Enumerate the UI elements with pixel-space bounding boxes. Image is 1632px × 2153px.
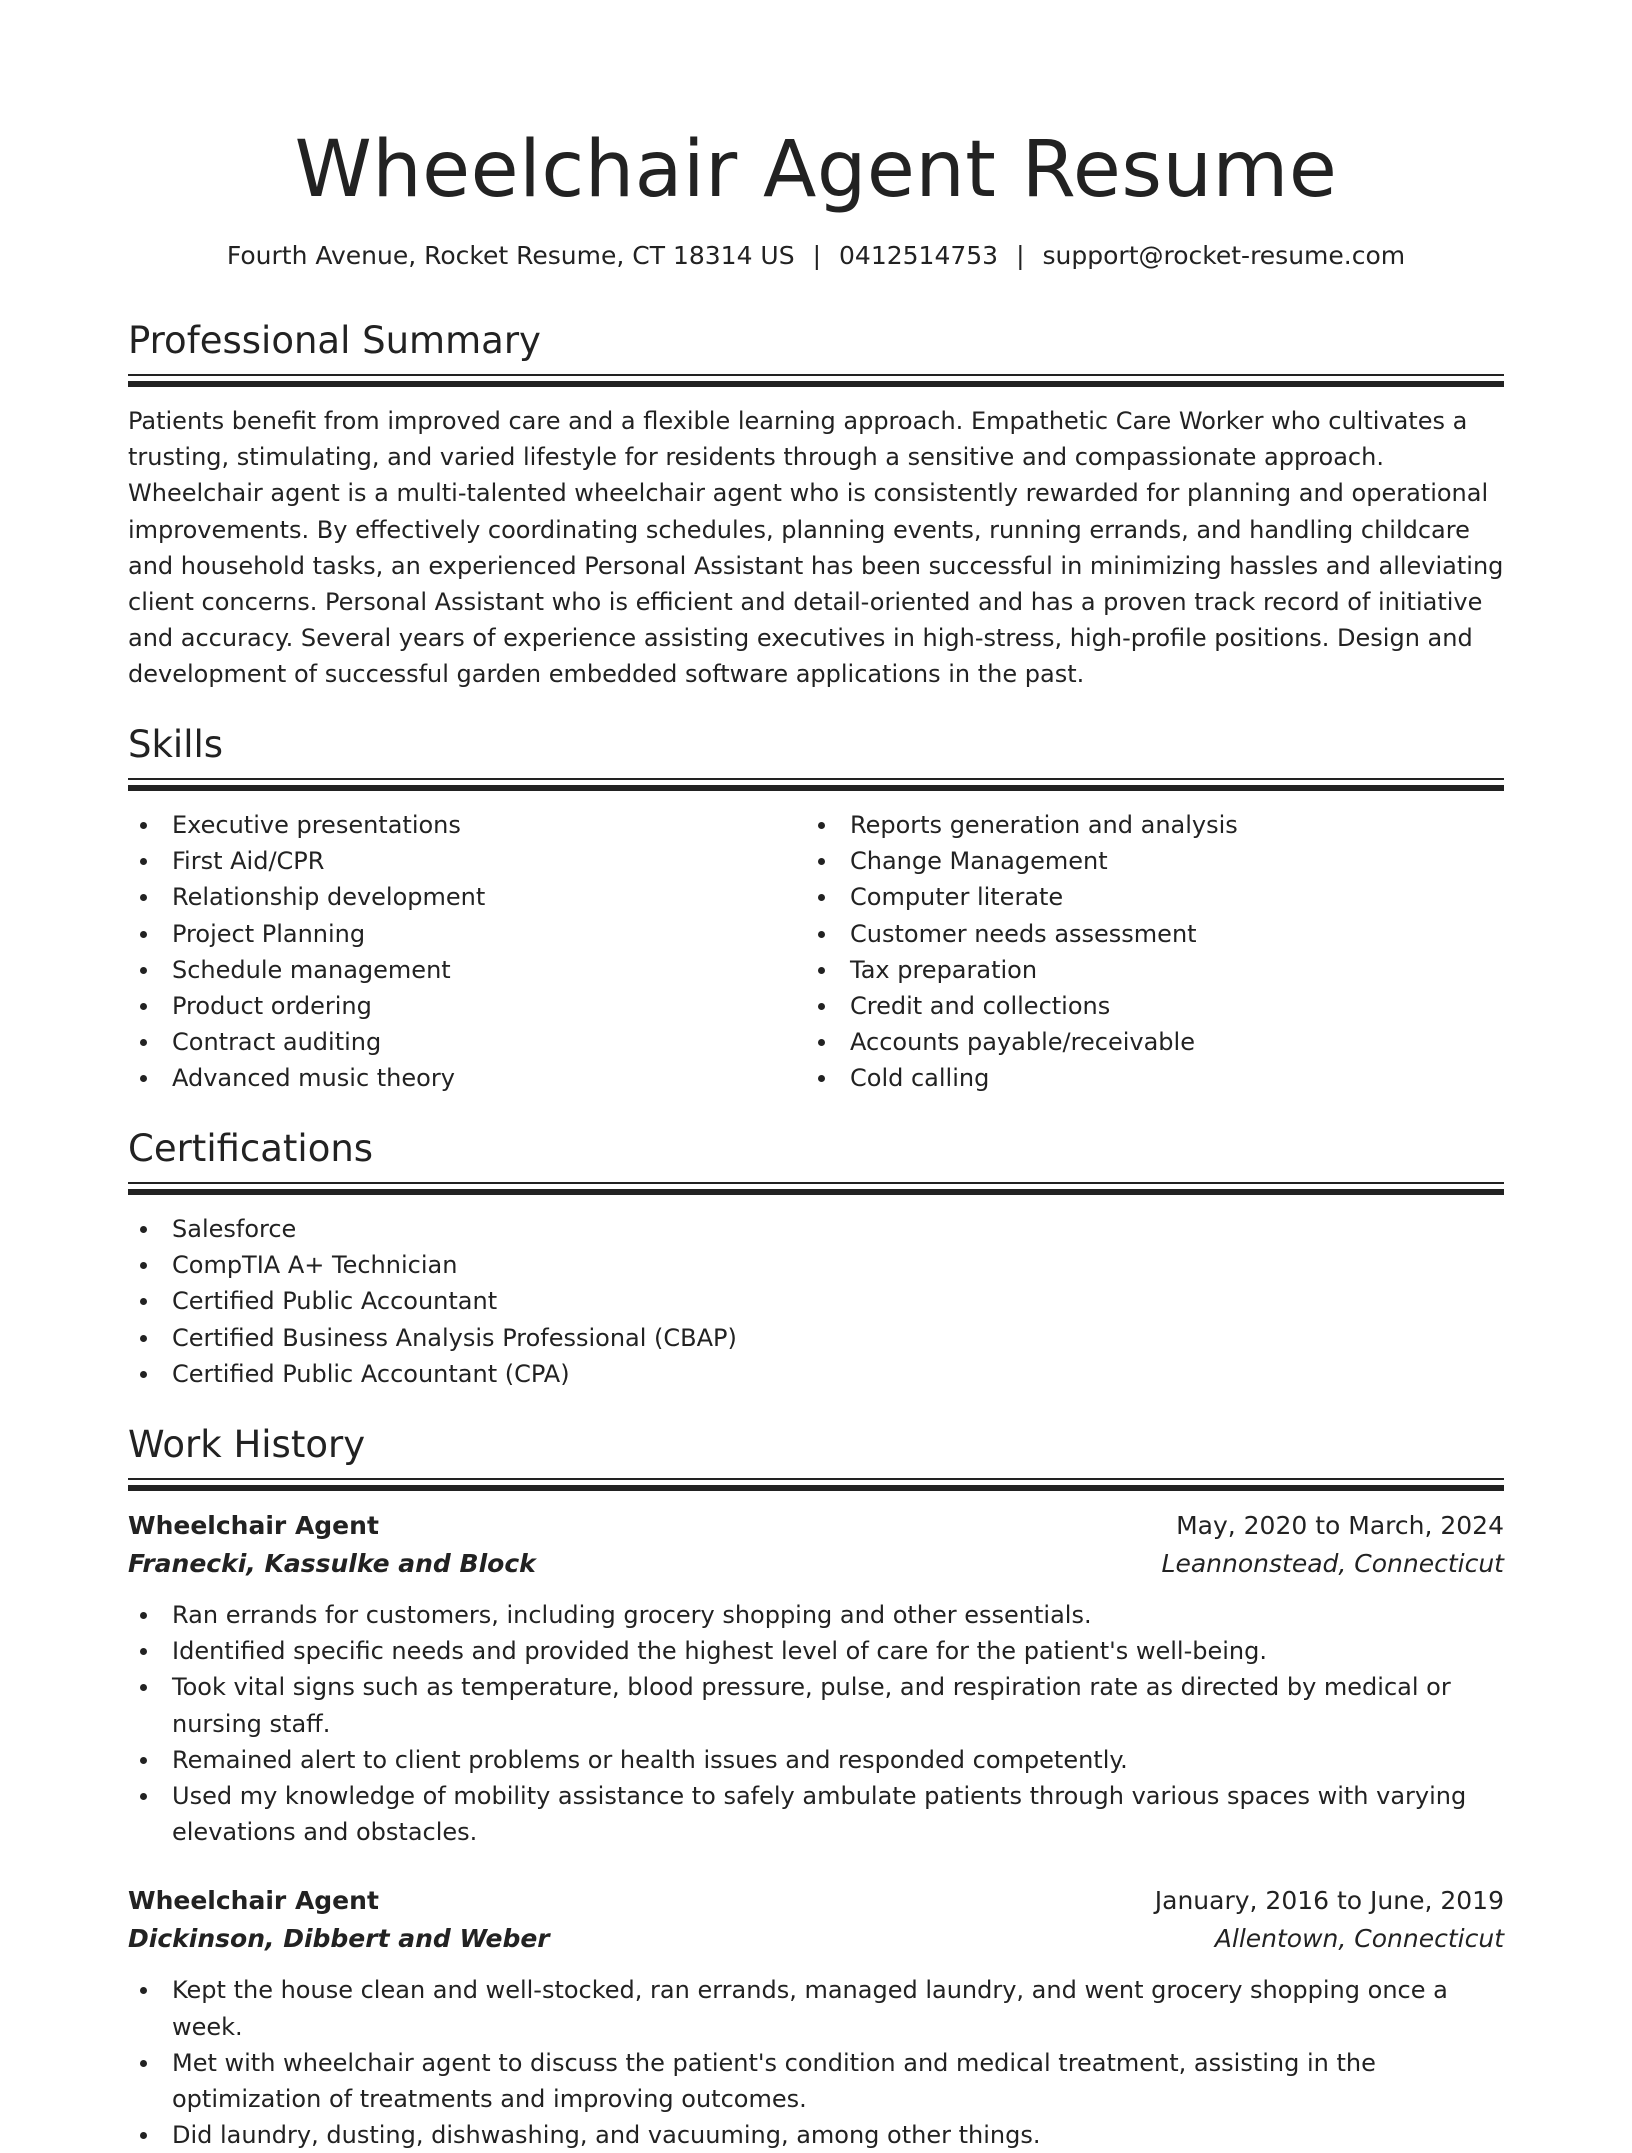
contact-separator: | bbox=[812, 241, 822, 270]
job-dates: May, 2020 to March, 2024 bbox=[1176, 1511, 1504, 1540]
contact-address: Fourth Avenue, Rocket Resume, CT 18314 US bbox=[226, 241, 795, 270]
job-header bbox=[128, 1882, 1504, 1920]
section-rule bbox=[128, 778, 1504, 780]
job-bullet: Used my knowledge of mobility assistance to safely ambulate patients through various spaces with varying elevations and obstacles. bbox=[128, 1778, 1504, 1850]
section-rule-thick bbox=[128, 1189, 1504, 1195]
job-company: Franecki, Kassulke and Block bbox=[128, 1549, 536, 1578]
skill-item: Schedule management bbox=[128, 952, 806, 988]
certifications-heading: Certifications bbox=[128, 1127, 374, 1170]
job-location: Leannonstead, Connecticut bbox=[1161, 1549, 1504, 1578]
skills-heading: Skills bbox=[128, 723, 224, 766]
skill-item: First Aid/CPR bbox=[128, 843, 806, 879]
skill-item: Tax preparation bbox=[806, 952, 1484, 988]
job-title: Wheelchair Agent bbox=[128, 1511, 379, 1540]
job-dates: January, 2016 to June, 2019 bbox=[1154, 1886, 1504, 1916]
job-entry bbox=[128, 1507, 1504, 1850]
section-rule-thick bbox=[128, 785, 1504, 791]
job-bullet: Did laundry, dusting, dishwashing, and vacuuming, among other things. bbox=[128, 2117, 1504, 2153]
skill-item: Cold calling bbox=[806, 1060, 1484, 1096]
skill-item: Contract auditing bbox=[128, 1024, 806, 1060]
job-bullet: Met with wheelchair agent to discuss the patient's condition and medical treatment, assisting in the optimization of treatments and improving outcomes. bbox=[128, 2045, 1504, 2117]
certification-item: Salesforce bbox=[128, 1211, 1504, 1247]
summary-section bbox=[128, 318, 1504, 693]
work-history-section bbox=[128, 1422, 1504, 2153]
skill-item: Credit and collections bbox=[806, 988, 1484, 1024]
job-bullet: Remained alert to client problems or health issues and responded competently. bbox=[128, 1742, 1504, 1778]
section-rule bbox=[128, 1478, 1504, 1480]
summary-text: Patients benefit from improved care and a flexible learning approach. Empathetic Care Worker who cultivates a trusting, stimulating, and varied lifestyle for residents through a sensitive and compassionate approach. Wheelchair agent is a multi-talented wheelchair agent who is consistently rewarded for planning and operational improvements. By effectively coordinating schedules, planning events, running errands, and handling childcare and household tasks, an experienced Personal Assistant has been successful in minimizing hassles and alleviating client concerns. Personal Assistant who is efficient and detail-oriented and has a proven track record of initiative and accuracy. Several years of experience assisting executives in high-stress, high-profile positions. Design and development of successful garden embedded software applications in the past. bbox=[128, 407, 1504, 689]
certification-item: CompTIA A+ Technician bbox=[128, 1247, 1504, 1283]
job-entry bbox=[128, 1882, 1504, 2153]
section-rule-thick bbox=[128, 381, 1504, 387]
certification-item: Certified Public Accountant bbox=[128, 1283, 1504, 1319]
skills-columns bbox=[128, 807, 1504, 1097]
job-subheader bbox=[128, 1920, 1504, 1958]
contact-email: support@rocket-resume.com bbox=[1042, 241, 1406, 270]
skills-section bbox=[128, 722, 1504, 1097]
certification-item: Certified Business Analysis Professional (CBAP) bbox=[128, 1320, 1504, 1356]
skills-list-right bbox=[806, 807, 1484, 1097]
contact-phone: 0412514753 bbox=[839, 241, 999, 270]
job-header bbox=[128, 1507, 1504, 1545]
skill-item: Change Management bbox=[806, 843, 1484, 879]
skill-item: Advanced music theory bbox=[128, 1060, 806, 1096]
section-rule bbox=[128, 374, 1504, 376]
skill-item: Accounts payable/receivable bbox=[806, 1024, 1484, 1060]
job-company: Dickinson, Dibbert and Weber bbox=[128, 1924, 550, 1954]
work-history-heading: Work History bbox=[128, 1423, 366, 1466]
skill-item: Customer needs assessment bbox=[806, 916, 1484, 952]
section-rule-thick bbox=[128, 1485, 1504, 1491]
summary-heading: Professional Summary bbox=[128, 319, 541, 362]
job-bullets bbox=[128, 1597, 1504, 1850]
skills-list-left bbox=[128, 807, 806, 1097]
skill-item: Reports generation and analysis bbox=[806, 807, 1484, 843]
job-bullet: Took vital signs such as temperature, blood pressure, pulse, and respiration rate as directed by medical or nursing staff. bbox=[128, 1669, 1504, 1741]
job-bullet: Identified specific needs and provided the highest level of care for the patient's well-being. bbox=[128, 1633, 1504, 1669]
job-subheader bbox=[128, 1545, 1504, 1583]
skill-item: Computer literate bbox=[806, 879, 1484, 915]
skill-item: Project Planning bbox=[128, 916, 806, 952]
certification-item: Certified Public Accountant (CPA) bbox=[128, 1356, 1504, 1392]
job-bullets bbox=[128, 1972, 1504, 2153]
job-title: Wheelchair Agent bbox=[128, 1886, 379, 1916]
contact-line bbox=[128, 238, 1504, 274]
certifications-section bbox=[128, 1126, 1504, 1392]
certifications-list bbox=[128, 1211, 1504, 1392]
skill-item: Relationship development bbox=[128, 879, 806, 915]
job-bullet: Kept the house clean and well-stocked, ran errands, managed laundry, and went grocery shopping once a week. bbox=[128, 1972, 1504, 2044]
resume-title: Wheelchair Agent Resume bbox=[294, 125, 1338, 215]
job-bullet: Ran errands for customers, including grocery shopping and other essentials. bbox=[128, 1597, 1504, 1633]
skill-item: Product ordering bbox=[128, 988, 806, 1024]
section-rule bbox=[128, 1182, 1504, 1184]
job-location: Allentown, Connecticut bbox=[1214, 1924, 1504, 1954]
skill-item: Executive presentations bbox=[128, 807, 806, 843]
contact-separator: | bbox=[1016, 241, 1025, 270]
